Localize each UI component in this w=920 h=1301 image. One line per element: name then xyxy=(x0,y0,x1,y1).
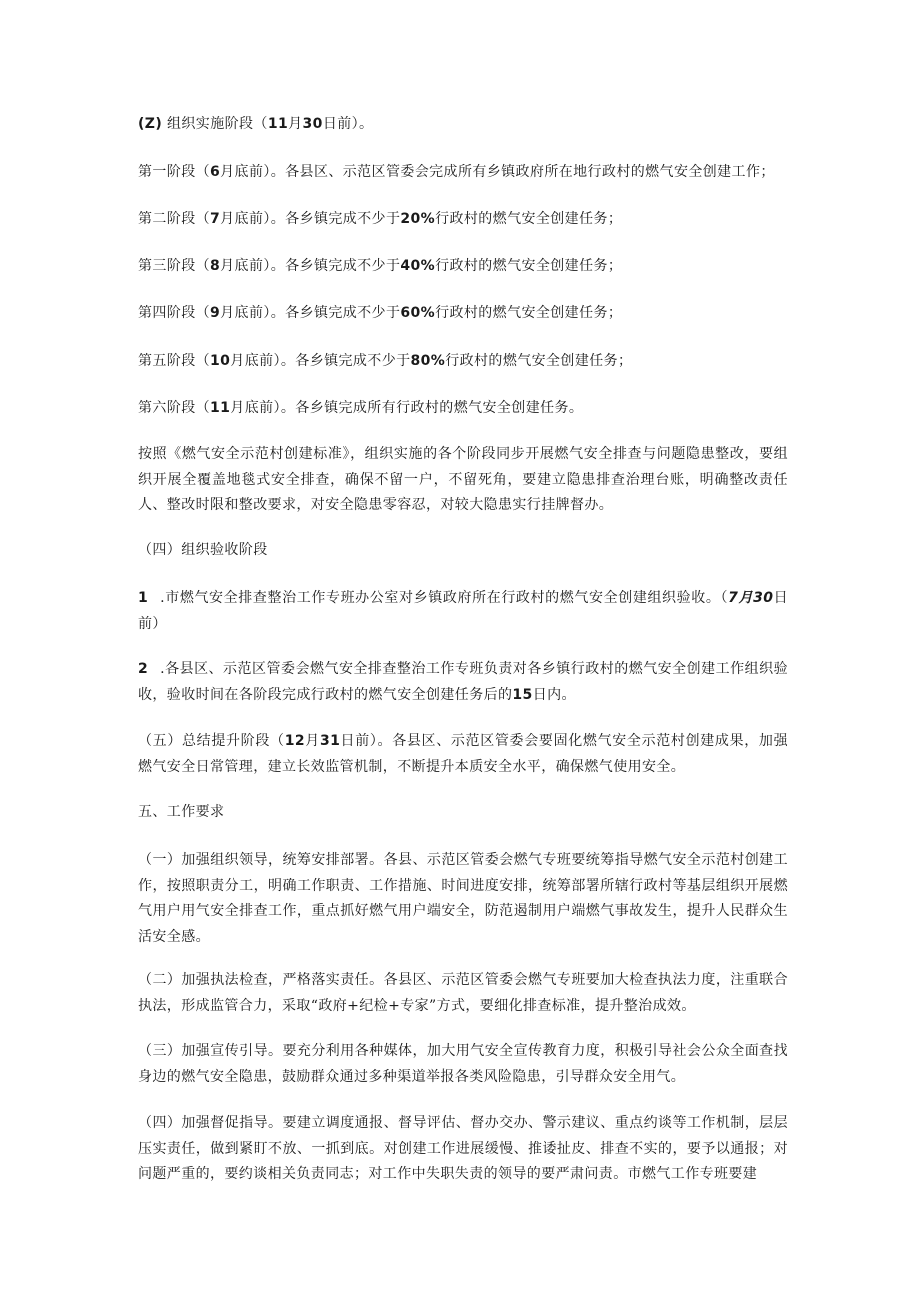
text: 日前） xyxy=(138,590,788,632)
number: 12 xyxy=(284,733,305,749)
percent: 60% xyxy=(400,305,436,321)
text: 日前）。各县区、示范区管委会要固化燃气安全示范村创建成果，加强燃气安全日常管理，建立长效监管机制，不断提升本质安全水平，确保燃气使用安全。 xyxy=(138,733,789,775)
text: 行政村的燃气安全创建任务； xyxy=(445,353,633,369)
text: 月底前）。各乡镇完成不少于 xyxy=(220,211,401,227)
number: 7 xyxy=(210,211,221,227)
text: 月底前）。各乡镇完成不少于 xyxy=(220,305,401,321)
number: 31 xyxy=(319,733,341,749)
text: 行政村的燃气安全创建任务； xyxy=(435,211,623,227)
text: 第二阶段（ xyxy=(138,211,210,227)
paragraph-standard: 按照《燃气安全示范村创建标准》，组织实施的各个阶段同步开展燃气安全排查与问题隐患整改，要组织开展全覆盖地毯式安全排查，确保不留一户，不留死角，要建立隐患排查治理台账，明确整改责任人、整改时限和整改要求，对安全隐患零容忍，对较大隐患实行挂牌督办。 xyxy=(138,446,788,513)
number: 30 xyxy=(302,116,323,132)
paragraph-phase-4 xyxy=(138,301,788,327)
text: 月 xyxy=(288,116,303,132)
item-number: 2 xyxy=(138,661,149,677)
text: 第一阶段（ xyxy=(138,164,210,180)
text: 月底前）。各乡镇完成不少于 xyxy=(220,258,401,274)
text: 月底前）。各乡镇完成所有行政村的燃气安全创建任务。 xyxy=(230,400,584,416)
stage-marker: (Z) xyxy=(138,116,163,132)
text: 第四阶段（ xyxy=(138,305,210,321)
text: .各县区、示范区管委会燃气安全排查整治工作专班负责对各乡镇行政村的燃气安全创建工作组织验收，验收时间在各阶段完成行政村的燃气安全创建任务后的 xyxy=(138,661,788,703)
text: 月底前）。各县区、示范区管委会完成所有乡镇政府所在地行政村的燃气安全创建工作； xyxy=(220,164,775,180)
text: 日内。 xyxy=(532,686,576,703)
text: 组织实施阶段（ xyxy=(162,116,268,132)
text: （五）总结提升阶段（ xyxy=(138,733,285,749)
item-acceptance-1 xyxy=(138,586,788,637)
text: .市燃气安全排查整治工作专班办公室对乡镇政府所在行政村的燃气安全创建组织验收。（ xyxy=(160,590,729,606)
requirement-3: （三）加强宣传引导。要充分利用各种媒体，加大用气安全宣传教育力度，积极引导社会公众全面查找身边的燃气安全隐患，鼓励群众通过多种渠道举报各类风险隐患，引导群众安全用气。 xyxy=(138,1043,788,1085)
requirement-1: （一）加强组织领导，统筹安排部署。各县、示范区管委会燃气专班要统筹指导燃气安全示范村创建工作，按照职责分工，明确工作职责、工作措施、时间进度安排，统筹部署所辖行政村等基层组织开展燃气用户用气安全排查工作，重点抓好燃气用户端安全，防范遏制用户端燃气事故发生，提升人民群众生活安全感。 xyxy=(138,852,788,945)
percent: 20% xyxy=(400,211,436,227)
text: 日前）。 xyxy=(322,116,374,132)
number: 9 xyxy=(210,305,221,321)
text: 第五阶段（ xyxy=(138,353,210,369)
number: 10 xyxy=(210,353,231,369)
paragraph-phase-3 xyxy=(138,254,788,280)
heading-acceptance: （四）组织验收阶段 xyxy=(138,542,268,558)
text: 行政村的燃气安全创建任务； xyxy=(435,258,623,274)
paragraph-phase-2 xyxy=(138,207,788,233)
item-acceptance-2 xyxy=(138,657,788,708)
text: 第六阶段（ xyxy=(138,400,210,416)
text: 行政村的燃气安全创建任务； xyxy=(435,305,623,321)
number: 11 xyxy=(267,116,289,132)
requirement-4: （四）加强督促指导。要建立调度通报、督导评估、督办交办、警示建议、重点约谈等工作机制，层层压实责任，做到紧盯不放、一抓到底。对创建工作进展缓慢、推诿扯皮、排查不实的，要予以通报；对问题严重的，要约谈相关负责同志；对工作中失职失责的领导的要严肃问责。市燃气工作专班要建 xyxy=(138,1115,788,1182)
date: 7月30 xyxy=(728,590,774,606)
item-number: 1 xyxy=(138,590,149,606)
paragraph-phase-6 xyxy=(138,396,788,422)
text: 月底前）。各乡镇完成不少于 xyxy=(230,353,411,369)
text: 第三阶段（ xyxy=(138,258,210,274)
number: 15 xyxy=(512,686,533,703)
paragraph-phase-1 xyxy=(138,160,788,186)
number: 6 xyxy=(210,164,221,180)
paragraph-stage-z xyxy=(138,112,788,138)
requirement-2: （二）加强执法检查，严格落实责任。各县区、示范区管委会燃气专班要加大检查执法力度，注重联合执法，形成监管合力，采取“政府+纪检+专家”方式，要细化排查标准，提升整治成效。 xyxy=(138,972,788,1014)
paragraph-phase-5 xyxy=(138,349,788,375)
number: 8 xyxy=(210,258,221,274)
text: 月 xyxy=(305,733,320,749)
percent: 80% xyxy=(410,353,446,369)
paragraph-summary xyxy=(138,729,788,780)
number: 11 xyxy=(210,400,231,416)
percent: 40% xyxy=(400,258,436,274)
section-heading-requirements: 五、工作要求 xyxy=(138,804,225,820)
